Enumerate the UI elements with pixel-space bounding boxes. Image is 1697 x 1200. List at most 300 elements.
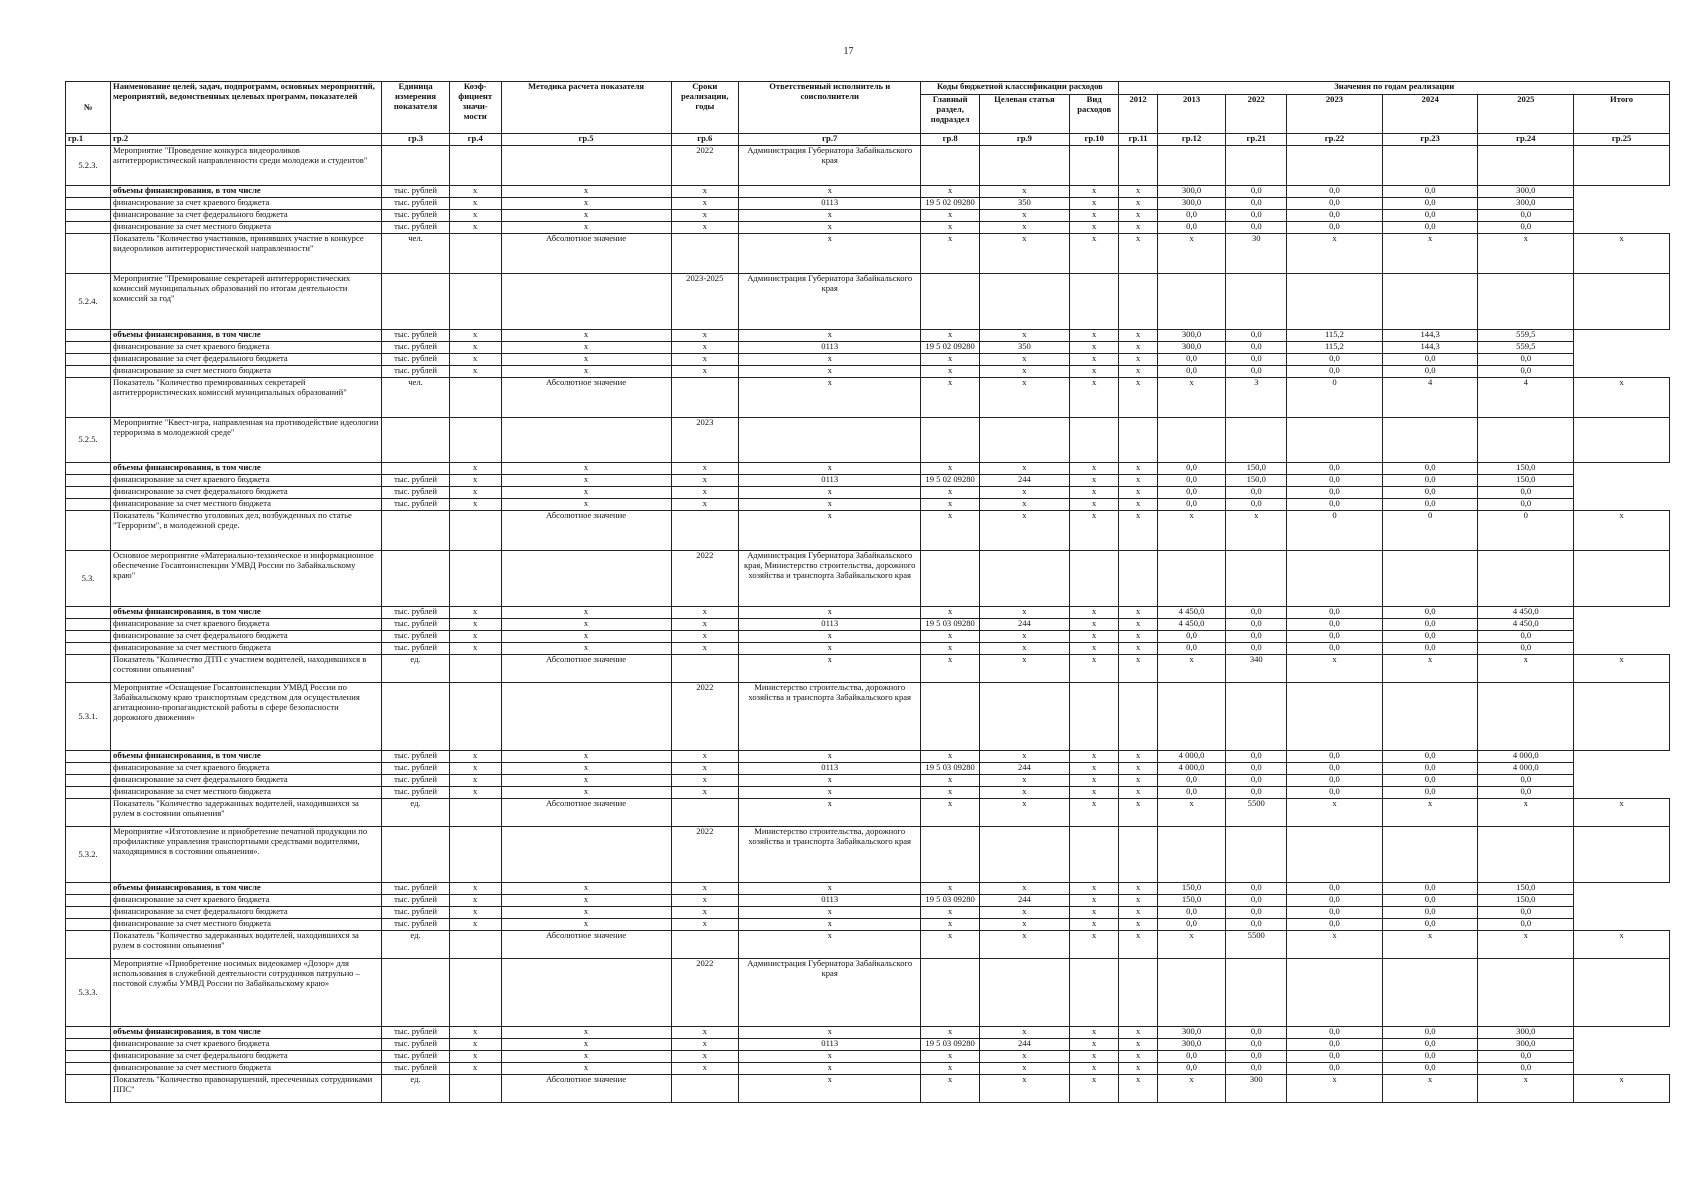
empty-cell [1382,683,1478,751]
value-cell: 0113 [739,619,921,631]
unit-cell: тыс. рублей [382,210,450,222]
value-cell: x [1382,1075,1478,1103]
value-cell: x [449,763,501,775]
event-name: Основное мероприятие «Материально-техническое и информационное обеспечение Госавтоинспекции УМВД России по Забайкальскому краю" [111,551,382,607]
empty-cell [1226,827,1287,883]
value-cell: x [671,186,739,198]
value-cell: x [979,607,1069,619]
financing-row [66,1063,1670,1075]
value-cell: x [979,907,1069,919]
header-total: Итого [1574,95,1670,134]
value-cell: x [1119,931,1157,959]
group-label: гр.21 [1226,134,1287,146]
empty-cell [1478,418,1574,463]
financing-total-row [66,607,1670,619]
value-cell: 0,0 [1226,895,1287,907]
value-cell: x [449,607,501,619]
value-cell: 0,0 [1287,907,1383,919]
value-cell: 0,0 [1382,607,1478,619]
value-cell: x [1069,631,1119,643]
value-cell: x [449,198,501,210]
value-cell: 150,0 [1226,475,1287,487]
empty-cell [921,146,980,186]
unit-cell: ед. [382,655,450,683]
financing-total-row [66,330,1670,342]
value-cell: x [979,1051,1069,1063]
value-cell: x [671,883,739,895]
empty-cell [1157,959,1226,1027]
value-cell: x [921,330,980,342]
empty-cell [979,418,1069,463]
event-row [66,274,1670,330]
value-cell: 0,0 [1287,1051,1383,1063]
value-cell: 0,0 [1157,499,1226,511]
empty-cell [1226,146,1287,186]
financing-label: финансирование за счет федерального бюджета [111,1051,382,1063]
value-cell: x [501,366,671,378]
indicator-method: Абсолютное значение [501,1075,671,1103]
header-code-section: Главный раздел, подраздел [921,95,980,134]
value-cell: x [1119,607,1157,619]
value-cell: x [1157,799,1226,827]
financing-row [66,1039,1670,1051]
empty-cell [501,551,671,607]
header-code-kind: Вид расходов [1069,95,1119,134]
unit-cell: тыс. рублей [382,487,450,499]
value-cell: x [1119,895,1157,907]
value-cell: x [671,354,739,366]
value-cell: 0,0 [1478,643,1574,655]
unit-cell: тыс. рублей [382,643,450,655]
financing-row [66,763,1670,775]
value-cell: x [449,210,501,222]
empty-cell [1382,959,1478,1027]
value-cell: 4 450,0 [1157,619,1226,631]
value-cell: x [671,919,739,931]
financing-row [66,919,1670,931]
value-cell: x [921,234,980,274]
value-cell: 0,0 [1226,619,1287,631]
value-cell: 0113 [739,1039,921,1051]
value-cell: x [1478,799,1574,827]
value-cell: x [449,475,501,487]
empty-cell [66,210,111,222]
unit-cell: тыс. рублей [382,354,450,366]
value-cell: 0,0 [1382,1063,1478,1075]
unit-cell: тыс. рублей [382,499,450,511]
value-cell: 0,0 [1478,1051,1574,1063]
program-table [65,81,1670,1103]
value-cell: x [1157,1075,1226,1103]
empty-cell [671,378,739,418]
indicator-row [66,1075,1670,1103]
event-name: Мероприятие "Квест-игра, направленная на противодействие идеологии терроризма в молодежной среде" [111,418,382,463]
empty-cell [66,931,111,959]
value-cell: 300,0 [1157,198,1226,210]
empty-cell [66,475,111,487]
empty-cell [1157,146,1226,186]
value-cell: x [1069,234,1119,274]
empty-cell [1226,959,1287,1027]
value-cell: 559,5 [1478,342,1574,354]
empty-cell [66,775,111,787]
value-cell: x [1119,1063,1157,1075]
value-cell: x [449,919,501,931]
value-cell: 0,0 [1382,631,1478,643]
value-cell: 0113 [739,198,921,210]
empty-cell [66,1063,111,1075]
value-cell: x [1069,763,1119,775]
value-cell: x [1069,463,1119,475]
value-cell: 0,0 [1157,222,1226,234]
value-cell: 559,5 [1478,330,1574,342]
value-cell: x [1069,475,1119,487]
empty-cell [1069,146,1119,186]
value-cell: x [449,619,501,631]
value-cell: x [449,499,501,511]
empty-cell [1157,418,1226,463]
empty-cell [979,959,1069,1027]
value-cell: x [1119,883,1157,895]
value-cell: 150,0 [1226,463,1287,475]
financing-total-row [66,463,1670,475]
empty-cell [449,683,501,751]
indicator-method: Абсолютное значение [501,511,671,551]
row-number: 5.3.3. [66,959,111,1027]
indicator-row [66,799,1670,827]
value-cell: x [671,198,739,210]
empty-cell [1119,551,1157,607]
empty-cell [671,931,739,959]
empty-cell [1226,551,1287,607]
value-cell: x [739,607,921,619]
empty-cell [66,342,111,354]
value-cell: x [979,655,1069,683]
value-cell: x [739,210,921,222]
value-cell: x [449,487,501,499]
value-cell: x [1382,655,1478,683]
value-cell: 4 [1382,378,1478,418]
empty-cell [1157,827,1226,883]
value-cell: 0,0 [1382,198,1478,210]
value-cell: x [979,330,1069,342]
empty-cell [1157,274,1226,330]
value-cell: x [1287,799,1383,827]
value-cell: x [449,631,501,643]
value-cell: 0,0 [1382,1027,1478,1039]
value-cell: x [1119,499,1157,511]
value-cell: x [921,487,980,499]
empty-cell [1478,827,1574,883]
value-cell: x [1069,1075,1119,1103]
value-cell: 0,0 [1226,330,1287,342]
header-values: Значения по годам реализации [1119,82,1670,95]
value-cell: x [501,775,671,787]
empty-cell [921,959,980,1027]
empty-cell [1574,827,1670,883]
value-cell: 0,0 [1478,787,1574,799]
value-cell: 19 5 02 09280 [921,342,980,354]
value-cell: 0,0 [1382,222,1478,234]
value-cell: x [449,1027,501,1039]
value-cell: x [1157,931,1226,959]
empty-cell [1382,551,1478,607]
value-cell: x [671,643,739,655]
value-cell: x [501,198,671,210]
group-label: гр.25 [1574,134,1670,146]
value-cell: x [671,1063,739,1075]
value-cell: x [501,919,671,931]
value-cell: x [671,763,739,775]
empty-cell [1119,827,1157,883]
value-cell: 0,0 [1226,751,1287,763]
indicator-row [66,378,1670,418]
value-cell: x [739,186,921,198]
value-cell: 0,0 [1287,619,1383,631]
value-cell: x [501,787,671,799]
event-row [66,146,1670,186]
value-cell: 0,0 [1478,210,1574,222]
value-cell: x [1287,1075,1383,1103]
value-cell: 0,0 [1287,775,1383,787]
value-cell: x [501,475,671,487]
value-cell: x [921,378,980,418]
value-cell: x [979,787,1069,799]
empty-cell [501,418,671,463]
group-label: гр.1 [66,134,111,146]
value-cell: x [921,499,980,511]
value-cell: 0,0 [1226,222,1287,234]
value-cell: 0,0 [1226,354,1287,366]
value-cell: x [921,655,980,683]
event-period: 2023 [671,418,739,463]
value-cell: x [1478,655,1574,683]
value-cell: x [1574,511,1670,551]
value-cell: 0,0 [1226,907,1287,919]
value-cell: 0113 [739,342,921,354]
value-cell: x [1119,475,1157,487]
value-cell: 30 [1226,234,1287,274]
value-cell: 0,0 [1382,787,1478,799]
event-period: 2022 [671,146,739,186]
value-cell: x [1574,655,1670,683]
header-name: Наименование целей, задач, подпрограмм, основных мероприятий, мероприятий, ведомственных целевых программ, показателей [111,82,382,134]
empty-cell [1069,959,1119,1027]
table-body [66,146,1670,1103]
value-cell: 19 5 02 09280 [921,198,980,210]
financing-label: финансирование за счет федерального бюджета [111,487,382,499]
value-cell: x [1574,378,1670,418]
unit-cell: ед. [382,799,450,827]
value-cell: x [1119,763,1157,775]
unit-cell: ед. [382,931,450,959]
empty-cell [449,959,501,1027]
empty-cell [66,487,111,499]
empty-cell [671,511,739,551]
value-cell: x [979,210,1069,222]
header-method: Методика расчета показателя [501,82,671,134]
empty-cell [1069,683,1119,751]
financing-label: объемы финансирования, в том числе [111,330,382,342]
empty-cell [66,631,111,643]
value-cell: 0,0 [1382,1039,1478,1051]
value-cell: 0,0 [1382,763,1478,775]
value-cell: x [739,330,921,342]
empty-cell [66,1075,111,1103]
financing-label: объемы финансирования, в том числе [111,463,382,475]
group-label: гр.5 [501,134,671,146]
value-cell: 0,0 [1287,475,1383,487]
financing-label: финансирование за счет местного бюджета [111,366,382,378]
value-cell: x [739,643,921,655]
value-cell: x [1119,222,1157,234]
header-unit: Единица измерения показателя [382,82,450,134]
empty-cell [501,683,671,751]
value-cell: x [979,487,1069,499]
indicator-method: Абсолютное значение [501,799,671,827]
value-cell: 0113 [739,475,921,487]
empty-cell [1069,418,1119,463]
unit-cell: чел. [382,234,450,274]
value-cell: 4 000,0 [1157,751,1226,763]
value-cell: x [739,655,921,683]
indicator-name: Показатель "Количество задержанных водителей, находившихся за рулем в состоянии опьянения" [111,931,382,959]
empty-cell [382,683,450,751]
value-cell: x [1157,511,1226,551]
value-cell: x [1069,907,1119,919]
empty-cell [382,146,450,186]
value-cell: 0,0 [1382,499,1478,511]
value-cell: x [979,799,1069,827]
event-responsible [739,418,921,463]
event-responsible: Администрация Губернатора Забайкальского края, Министерство строительства, дорожного хозяйства и транспорта Забайкальского края [739,551,921,607]
value-cell: 4 [1478,378,1574,418]
empty-cell [449,511,501,551]
financing-row [66,643,1670,655]
value-cell: x [449,186,501,198]
value-cell: 150,0 [1478,463,1574,475]
value-cell: x [501,1039,671,1051]
value-cell: x [501,342,671,354]
value-cell: 0,0 [1287,222,1383,234]
value-cell: x [1119,1027,1157,1039]
indicator-name: Показатель "Количество правонарушений, пресеченных сотрудниками ППС" [111,1075,382,1103]
empty-cell [66,883,111,895]
value-cell: x [1069,751,1119,763]
value-cell: x [1069,799,1119,827]
value-cell: x [671,330,739,342]
value-cell: x [1069,1027,1119,1039]
value-cell: x [739,1051,921,1063]
value-cell: x [1069,511,1119,551]
header-coef: Коэф-фициент значи-мости [449,82,501,134]
empty-cell [382,418,450,463]
empty-cell [1119,146,1157,186]
value-cell: 0,0 [1382,186,1478,198]
value-cell: x [921,631,980,643]
row-number: 5.2.4. [66,274,111,330]
value-cell: 0,0 [1478,919,1574,931]
empty-cell [1287,827,1383,883]
empty-cell [382,959,450,1027]
financing-label: финансирование за счет краевого бюджета [111,198,382,210]
event-name: Мероприятие «Приобретение носимых видеокамер «Дозор» для использования в служебной деятельности сотрудников патрульно – постовой службы УМВД России по Забайкальскому краю» [111,959,382,1027]
value-cell: 0,0 [1382,354,1478,366]
value-cell: 0,0 [1157,643,1226,655]
empty-cell [66,787,111,799]
group-label: гр.8 [921,134,980,146]
value-cell: x [671,1027,739,1039]
value-cell: x [1119,775,1157,787]
value-cell: 340 [1226,655,1287,683]
value-cell: x [449,330,501,342]
value-cell: x [921,799,980,827]
value-cell: 0,0 [1226,499,1287,511]
value-cell: 0,0 [1287,751,1383,763]
value-cell: x [501,607,671,619]
empty-cell [1069,827,1119,883]
value-cell: 0,0 [1478,487,1574,499]
value-cell: x [921,1075,980,1103]
header-period: Сроки реализации, годы [671,82,739,134]
value-cell: x [739,799,921,827]
value-cell: x [739,883,921,895]
value-cell: x [979,883,1069,895]
empty-cell [1287,551,1383,607]
value-cell: x [1069,607,1119,619]
value-cell: 350 [979,198,1069,210]
empty-cell [979,274,1069,330]
value-cell: 0,0 [1287,499,1383,511]
value-cell: x [1119,198,1157,210]
empty-cell [1478,274,1574,330]
value-cell: x [1069,330,1119,342]
financing-label: финансирование за счет федерального бюджета [111,631,382,643]
empty-cell [66,763,111,775]
value-cell: 0,0 [1157,463,1226,475]
empty-cell [921,683,980,751]
value-cell: x [921,1027,980,1039]
value-cell: x [979,631,1069,643]
group-label: гр.10 [1069,134,1119,146]
value-cell: x [671,907,739,919]
unit-cell: тыс. рублей [382,366,450,378]
value-cell: 19 5 03 09280 [921,763,980,775]
value-cell: 0,0 [1287,198,1383,210]
unit-cell: тыс. рублей [382,751,450,763]
financing-label: финансирование за счет местного бюджета [111,919,382,931]
empty-cell [1287,683,1383,751]
value-cell: x [1119,378,1157,418]
value-cell: x [671,487,739,499]
value-cell: x [739,1075,921,1103]
indicator-name: Показатель "Количество премированных секретарей антитеррористических комиссий муниципальных образований" [111,378,382,418]
financing-label: объемы финансирования, в том числе [111,751,382,763]
value-cell: 0,0 [1226,198,1287,210]
value-cell: 0,0 [1157,210,1226,222]
financing-row [66,619,1670,631]
unit-cell: тыс. рублей [382,1051,450,1063]
group-label: гр.9 [979,134,1069,146]
value-cell: 0,0 [1226,919,1287,931]
value-cell: 4 450,0 [1478,607,1574,619]
value-cell: x [501,631,671,643]
value-cell: 244 [979,895,1069,907]
event-name: Мероприятие "Премирование секретарей антитеррористических комиссий муниципальных образований по итогам деятельности комиссий за год" [111,274,382,330]
value-cell: x [1119,186,1157,198]
group-label: гр.22 [1287,134,1383,146]
page-number: 17 [843,46,854,57]
